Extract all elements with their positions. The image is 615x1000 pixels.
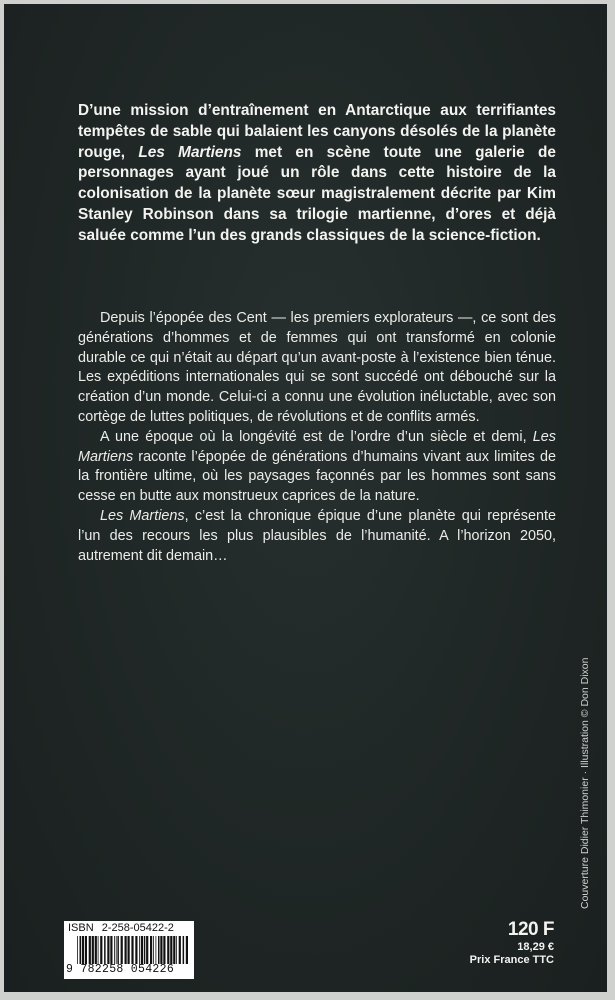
- barcode-bar: [173, 936, 175, 964]
- paragraph-3-end: , c’est la chronique épique d’une planète qui représente l’un des recours les plus plausibles de l’humanité. A l’horizon 2050, autrement dit demain…: [78, 507, 556, 564]
- isbn-label: ISBN: [68, 922, 94, 934]
- paragraph-2-end: raconte l’épopée de générations d’humains vivant aux limites de la frontière ultime, où les paysages façonnés par les hommes sont sans cesse en butte aux monstrueux caprices de la nature.: [78, 448, 556, 505]
- price-francs: 120 F: [507, 919, 554, 940]
- price-label: Prix France TTC: [469, 954, 554, 966]
- paragraph-2-start: A une époque où la longévité est de l’ordre d’un siècle et demi,: [100, 428, 533, 445]
- barcode-bar: [125, 936, 127, 964]
- barcode-bar: [186, 936, 188, 964]
- blurb-paragraph: [78, 101, 556, 247]
- barcode-bar: [163, 936, 165, 964]
- barcode-bar: [158, 936, 160, 964]
- barcode-bar: [92, 936, 94, 964]
- barcode-bar: [146, 936, 148, 964]
- blurb-text-start: D’une mission d’entraînement en Antarctique aux terrifiantes tempêtes de sable qui balaient les canyons désolés de la planète rouge,: [78, 102, 556, 161]
- isbn-number: 2-258-05422-2: [101, 922, 174, 934]
- barcode-bar: [144, 936, 146, 964]
- price-euros: 18,29 €: [517, 941, 554, 953]
- price-block: [444, 919, 554, 967]
- barcode-bar: [135, 936, 137, 964]
- barcode-bar: [183, 936, 185, 964]
- barcode-bar: [131, 936, 133, 964]
- barcode-panel: [64, 921, 194, 979]
- barcode-bar: [85, 936, 87, 964]
- barcode-bar: [153, 936, 154, 964]
- barcode-bar: [114, 936, 115, 964]
- barcode-bar: [98, 936, 99, 964]
- barcode-bar: [179, 936, 181, 964]
- blurb-book-title: Les Martiens: [138, 143, 242, 161]
- description-body: [78, 309, 556, 566]
- barcode-bar: [80, 936, 82, 964]
- barcode-bar: [100, 936, 102, 964]
- barcode-bar: [110, 936, 112, 964]
- ean-number: 9 782258 054226: [66, 963, 175, 976]
- barcode-bar: [77, 936, 78, 964]
- barcode-bar: [176, 936, 177, 964]
- paragraph-3-book-title: Les Martiens: [100, 507, 185, 524]
- barcode-bars: [76, 936, 188, 964]
- isbn-line: [68, 922, 174, 934]
- barcode-bar: [107, 936, 109, 964]
- barcode-bar: [104, 936, 106, 964]
- barcode-bar: [167, 936, 169, 964]
- barcode-bar: [160, 936, 162, 964]
- barcode-bar: [116, 936, 117, 964]
- barcode-bar: [82, 936, 84, 964]
- barcode-bar: [150, 936, 152, 964]
- barcode-bar: [170, 936, 172, 964]
- barcode-bar: [139, 936, 140, 964]
- barcode-bar: [128, 936, 130, 964]
- description-paragraph-3: [78, 507, 556, 566]
- barcode-bar: [156, 936, 157, 964]
- barcode-bar: [89, 936, 91, 964]
- description-paragraph-1: Depuis l’épopée des Cent — les premiers explorateurs —, ce sont des générations d’hommes et de femmes qui ont transformé en colonie durable ce qui n’était au départ qu’un avant-poste à l’existence bien ténue. Les expéditions internationales qui se sont succédé ont débouché sur la création d’un monde. Celui-ci a connu une évolution inéluctable, avec son cortège de luttes politiques, de révolutions et de conflits armés.: [78, 310, 556, 425]
- barcode-bar: [95, 936, 97, 964]
- description-paragraph-2: [78, 428, 556, 507]
- blurb-text-end: met en scène toute une galerie de personnages ayant joué un rôle dans cette histoire de la colonisation de la planète sœur magistralement décrite par Kim Stanley Robinson dans sa trilogie martienne, d’ores et déjà saluée comme l’un des grands classiques de la science-fiction.: [78, 143, 556, 244]
- cover-credit: Couverture Didier Thimonier · Illustration © Don Dixon: [579, 657, 591, 909]
- book-back-cover: [4, 4, 607, 992]
- barcode-bar: [117, 936, 119, 964]
- barcode-bar: [121, 936, 123, 964]
- barcode-bar: [141, 936, 143, 964]
- paragraph-2-book-title: Les Martiens: [78, 428, 556, 465]
